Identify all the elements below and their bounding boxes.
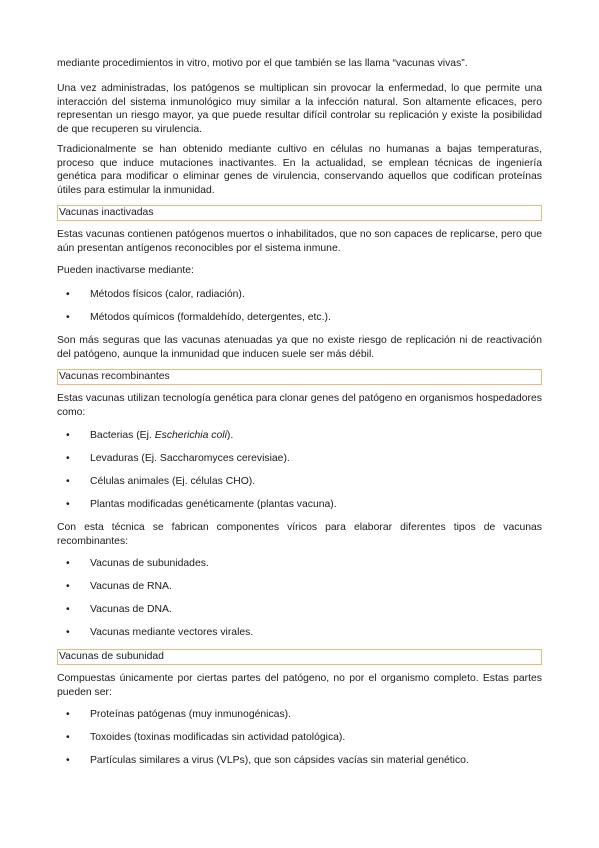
list-item-text: Métodos físicos (calor, radiación). [90,289,245,300]
paragraph-production [57,143,542,197]
list-item-text: Células animales (Ej. células CHO). [90,476,256,487]
bullet-icon: • [66,453,70,464]
list-item-text: Vacunas mediante vectores virales. [90,627,254,638]
list-item [66,754,536,768]
list-item-text: Plantas modificadas genéticamente (plantas vacuna). [90,499,337,510]
list-item [66,429,536,443]
bullet-icon: • [66,627,70,638]
paragraph-text: Son más seguras que las vacunas atenuadas ya que no existe riesgo de replicación ni de reactivación del patógeno, aunque la inmunidad que inducen suele ser más débil. [57,335,542,360]
bullet-icon: • [66,430,70,441]
bullet-icon: • [66,558,70,569]
paragraph-text: Estas vacunas contienen patógenos muertos o inhabilitados, que no son capaces de replicarse, pero que aún presentan antígenos reconocibles por el sistema inmune. [57,229,542,254]
list-item [66,288,536,302]
list-item [66,498,536,512]
list-item-text: Vacunas de RNA. [90,581,172,592]
list-item [66,580,536,594]
list-item-text: Proteínas patógenas (muy inmunogénicas). [90,709,291,720]
section-heading-subunidad: Vacunas de subunidad [57,649,542,665]
paragraph-text: mediante procedimientos in vitro, motivo por el que también se las llama “vacunas vivas”. [57,58,468,69]
species-name: Escherichia coli [154,430,227,441]
section-heading-recombinantes: Vacunas recombinantes [57,369,542,385]
paragraph-subunit-description [57,672,542,699]
bullet-icon: • [66,476,70,487]
paragraph-recombinant-technique [57,521,542,548]
bullet-icon: • [66,604,70,615]
paragraph-intro-continuation [57,57,542,71]
section-heading-inactivadas: Vacunas inactivadas [57,205,542,221]
list-item [66,557,536,571]
list-item-text: Levaduras (Ej. Saccharomyces cerevisiae). [90,453,290,464]
paragraph-inactivated-description [57,228,542,255]
list-item [66,731,536,745]
list-item-text: Métodos químicos (formaldehído, detergentes, etc.). [90,312,331,323]
list-item-text: Partículas similares a virus (VLPs), que son cápsides vacías sin material genético. [90,755,469,766]
paragraph-recombinant-description [57,392,542,419]
bullet-icon: • [66,581,70,592]
bullet-icon: • [66,289,70,300]
bullet-icon: • [66,732,70,743]
paragraph-text: Compuestas únicamente por ciertas partes del patógeno, no por el organismo completo. Estas partes pueden ser: [57,673,542,698]
list-item-text-suffix: ). [226,430,234,441]
list-item [66,626,536,640]
list-item [66,311,536,325]
paragraph-live-vaccines [57,82,542,136]
paragraph-text: Una vez administradas, los patógenos se multiplican sin provocar la enfermedad, lo que permite una interacción del sistema inmunológico muy similar a la infección natural. Son altamente eficaces, pero representan un riesgo mayor, ya que puede resultar difícil controlar su replicación y existe la posibilidad de que recuperen su virulencia. [57,83,542,135]
paragraph-text: Estas vacunas utilizan tecnología genética para clonar genes del patógeno en organismos hospedadores como: [57,393,542,418]
bullet-icon: • [66,312,70,323]
paragraph-inactivated-safety [57,334,542,361]
list-item [66,708,536,722]
paragraph-text: Con esta técnica se fabrican componentes víricos para elaborar diferentes tipos de vacunas recombinantes: [57,522,542,547]
paragraph-text: Pueden inactivarse mediante: [57,265,194,276]
list-item-text: Vacunas de subunidades. [90,558,209,569]
paragraph-inactivation-intro [57,264,542,278]
bullet-icon: • [66,755,70,766]
list-item-text: Vacunas de DNA. [90,604,172,615]
paragraph-text: Tradicionalmente se han obtenido mediante cultivo en células no humanas a bajas temperaturas, proceso que induce mutaciones inactivantes. En la actualidad, se emplean técnicas de ingeniería genética para modificar o eliminar genes de virulencia, conservando aquellos que codifican proteínas útiles para estimular la inmunidad. [57,144,542,196]
list-item-text [90,429,233,443]
bullet-icon: • [66,709,70,720]
bullet-icon: • [66,499,70,510]
list-item [66,475,536,489]
list-item-text-prefix: Bacterias (Ej. [90,430,155,441]
list-item-text: Toxoides (toxinas modificadas sin actividad patológica). [90,732,346,743]
list-item [66,603,536,617]
list-item [66,452,536,466]
